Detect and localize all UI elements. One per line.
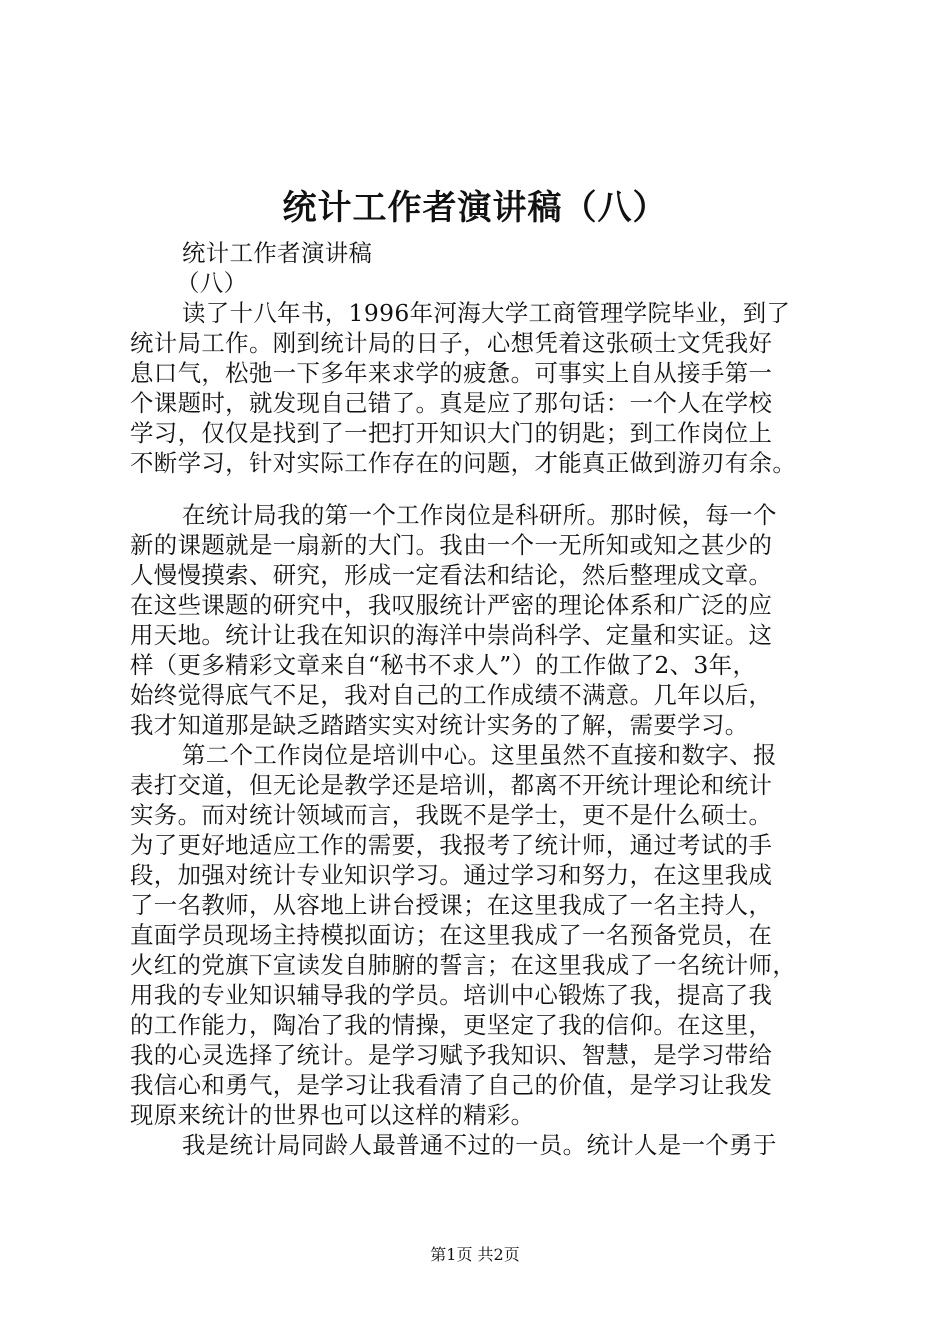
paragraph-3 (130, 740, 842, 1130)
text-line: 不断学习，针对实际工作存在的问题，才能真正做到游刃有余。 (130, 449, 797, 477)
document-body (130, 238, 842, 1160)
text-line: 新的课题就是一扇新的大门。我由一个一无所知或知之甚少的 (130, 531, 773, 559)
text-line: 样（更多精彩文章来自“秘书不求人”）的工作做了2、3年， (130, 651, 757, 679)
text-line: 个课题时，就发现自己错了。真是应了那句话：一个人在学校 (130, 389, 773, 417)
text-line: 的工作能力，陶冶了我的情操，更坚定了我的信仰。在这里， (130, 1011, 773, 1039)
subtitle-line: 统计工作者演讲稿 (182, 239, 373, 267)
text-line: 在这些课题的研究中，我叹服统计严密的理论体系和广泛的应 (130, 591, 773, 619)
text-line: 直面学员现场主持模拟面访；在这里我成了一名预备党员，在 (130, 921, 773, 949)
text-line: 实务。而对统计领域而言，我既不是学士，更不是什么硕士。 (130, 801, 773, 829)
text-line: 我才知道那是缺乏踏踏实实对统计实务的了解，需要学习。 (130, 711, 749, 739)
text-line: 用我的专业知识辅导我的学员。培训中心锻炼了我，提高了我 (130, 981, 773, 1009)
text-line: 表打交道，但无论是教学还是培训，都离不开统计理论和统计 (130, 771, 773, 799)
text-line: 段，加强对统计专业知识学习。通过学习和努力，在这里我成 (130, 861, 773, 889)
text-line: 始终觉得底气不足，我对自己的工作成绩不满意。几年以后， (130, 681, 773, 709)
text-line: 我是统计局同龄人最普通不过的一员。统计人是一个勇于 (182, 1131, 777, 1159)
text-line: 学习，仅仅是找到了一把打开知识大门的钥匙；到工作岗位上 (130, 419, 773, 447)
text-line: 读了十八年书，1996年河海大学工商管理学院毕业，到了 (182, 299, 791, 327)
text-line: 第二个工作岗位是培训中心。这里虽然不直接和数字、报 (182, 741, 777, 769)
subtitle-number: （八） (176, 269, 248, 297)
text-line: 现原来统计的世界也可以这样的精彩。 (130, 1101, 535, 1129)
text-line: 息口气，松弛一下多年来求学的疲惫。可事实上自从接手第一 (130, 359, 773, 387)
text-line: 火红的党旗下宣读发自肺腑的誓言；在这里我成了一名统计师， (130, 951, 797, 979)
text-line: 在统计局我的第一个工作岗位是科研所。那时候，每一个 (182, 501, 777, 529)
text-line: 我的心灵选择了统计。是学习赋予我知识、智慧，是学习带给 (130, 1041, 773, 1069)
paragraph-gap (130, 478, 842, 500)
text-line: 统计局工作。刚到统计局的日子，心想凭着这张硕士文凭我好 (130, 329, 773, 357)
text-line: 用天地。统计让我在知识的海洋中崇尚科学、定量和实证。这 (130, 621, 773, 649)
page-footer: 第1页 共2页 (430, 1245, 520, 1264)
document-title: 统计工作者演讲稿（八） (282, 188, 668, 228)
paragraph-4 (130, 1130, 842, 1160)
text-line: 为了更好地适应工作的需要，我报考了统计师，通过考试的手 (130, 831, 773, 859)
paragraph-1 (130, 298, 842, 478)
text-line: 我信心和勇气，是学习让我看清了自己的价值，是学习让我发 (130, 1071, 773, 1099)
text-line: 人慢慢摸索、研究，形成一定看法和结论，然后整理成文章。 (130, 561, 773, 589)
paragraph-2 (130, 500, 842, 740)
text-line: 了一名教师，从容地上讲台授课；在这里我成了一名主持人， (130, 891, 773, 919)
